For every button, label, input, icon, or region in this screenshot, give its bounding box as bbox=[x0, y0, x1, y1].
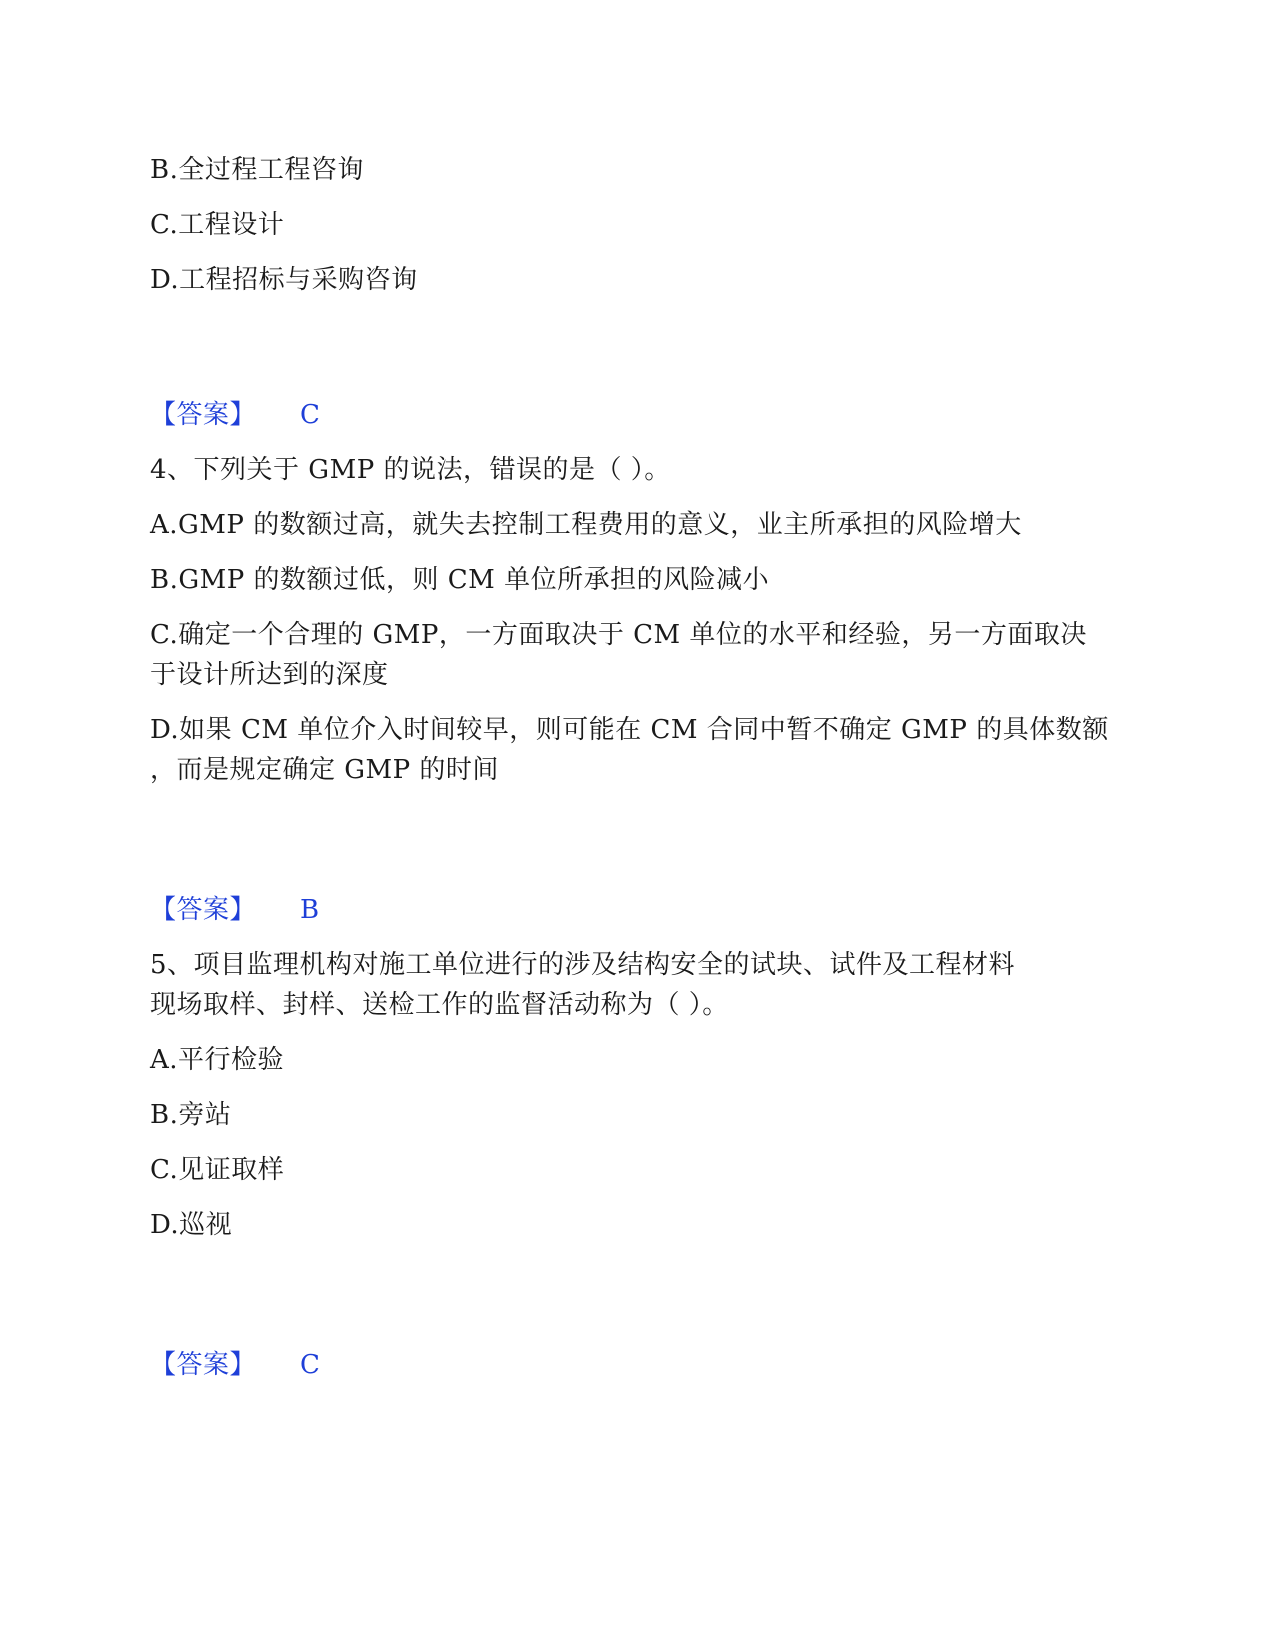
q4-answer bbox=[150, 890, 320, 930]
q5-option-d: D.巡视 bbox=[150, 1210, 233, 1240]
q5-question-line-1: 5、项目监理机构对施工单位进行的涉及结构安全的试块、试件及工程材料 bbox=[150, 950, 1016, 980]
q4-option-c-cont: 于设计所达到的深度 bbox=[150, 660, 389, 690]
q5-option-b: B.旁站 bbox=[150, 1100, 232, 1130]
q4-option-a: A.GMP 的数额过高，就失去控制工程费用的意义，业主所承担的风险增大 bbox=[150, 510, 1022, 540]
answer-value: B bbox=[300, 895, 320, 925]
answer-label: 【答案】 bbox=[150, 895, 257, 925]
q4-question: 4、下列关于 GMP 的说法，错误的是（ ）。 bbox=[150, 455, 671, 485]
answer-label: 【答案】 bbox=[150, 400, 257, 430]
q3-option-d: D.工程招标与采购咨询 bbox=[150, 265, 418, 295]
q4-option-d: D.如果 CM 单位介入时间较早，则可能在 CM 合同中暂不确定 GMP 的具体数额 bbox=[150, 715, 1109, 745]
q3-answer bbox=[150, 395, 320, 435]
q5-option-a: A.平行检验 bbox=[150, 1045, 285, 1075]
answer-value: C bbox=[300, 1350, 321, 1380]
answer-value: C bbox=[300, 400, 321, 430]
answer-label: 【答案】 bbox=[150, 1350, 257, 1380]
q5-question-line-2: 现场取样、封样、送检工作的监督活动称为（ ）。 bbox=[150, 990, 729, 1020]
q3-option-b: B.全过程工程咨询 bbox=[150, 155, 364, 185]
q4-option-b: B.GMP 的数额过低，则 CM 单位所承担的风险减小 bbox=[150, 565, 770, 595]
q4-option-d-cont: ，而是规定确定 GMP 的时间 bbox=[150, 755, 499, 785]
q4-option-c: C.确定一个合理的 GMP，一方面取决于 CM 单位的水平和经验，另一方面取决 bbox=[150, 620, 1087, 650]
q3-option-c: C.工程设计 bbox=[150, 210, 285, 240]
q5-answer bbox=[150, 1345, 320, 1385]
q5-option-c: C.见证取样 bbox=[150, 1155, 285, 1185]
